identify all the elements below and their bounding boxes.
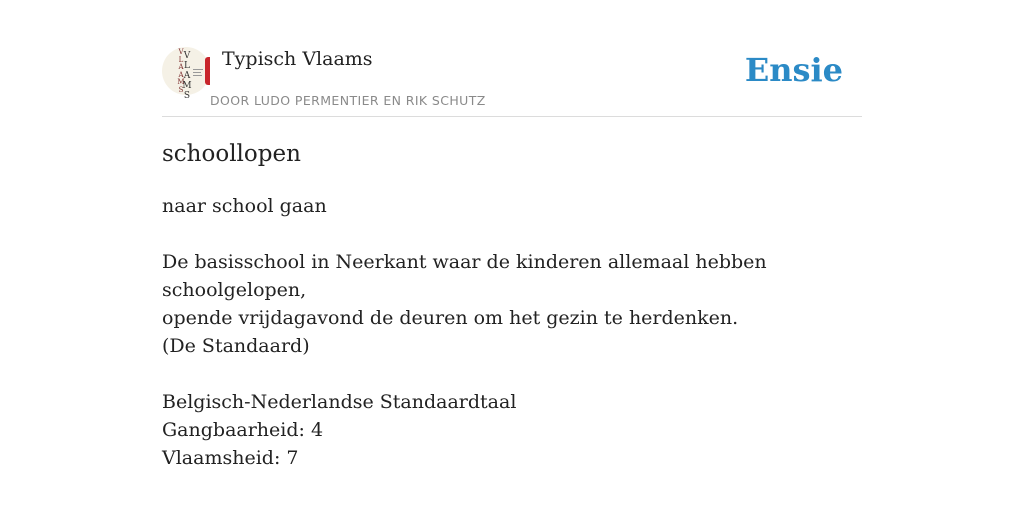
entry-body bbox=[162, 192, 862, 472]
spacer bbox=[162, 220, 862, 248]
example-sentence-line-1: De basisschool in Neerkant waar de kinderen allemaal hebben schoolgelopen, bbox=[162, 251, 767, 301]
avatar-detail bbox=[193, 69, 203, 70]
vlaamsheid-score: Vlaamsheid: 7 bbox=[162, 447, 299, 469]
spacer bbox=[162, 360, 862, 388]
entry-definition: naar school gaan bbox=[162, 195, 327, 217]
ensie-logo-link[interactable]: Ensie bbox=[744, 51, 843, 89]
register-label: Belgisch-Nederlandse Standaardtaal bbox=[162, 391, 517, 413]
author-byline: DOOR LUDO PERMENTIER EN RIK SCHUTZ bbox=[210, 93, 486, 108]
avatar-detail bbox=[193, 75, 202, 76]
avatar-accent bbox=[205, 57, 210, 85]
channel-name-link[interactable]: Typisch Vlaams bbox=[222, 48, 373, 70]
entry-headword: schoollopen bbox=[162, 141, 301, 167]
example-source: (De Standaard) bbox=[162, 335, 310, 357]
avatar-letters-right: V L A M S bbox=[182, 51, 192, 101]
gangbaarheid-score: Gangbaarheid: 4 bbox=[162, 419, 324, 441]
entry-content bbox=[162, 138, 862, 472]
example-sentence-line-2: opende vrijdagavond de deuren om het gezin te herdenken. bbox=[162, 307, 739, 329]
avatar-letters-left: V L A A M S bbox=[177, 48, 185, 94]
avatar-detail bbox=[193, 72, 201, 73]
site-header bbox=[162, 46, 862, 117]
channel-avatar[interactable] bbox=[162, 47, 210, 101]
